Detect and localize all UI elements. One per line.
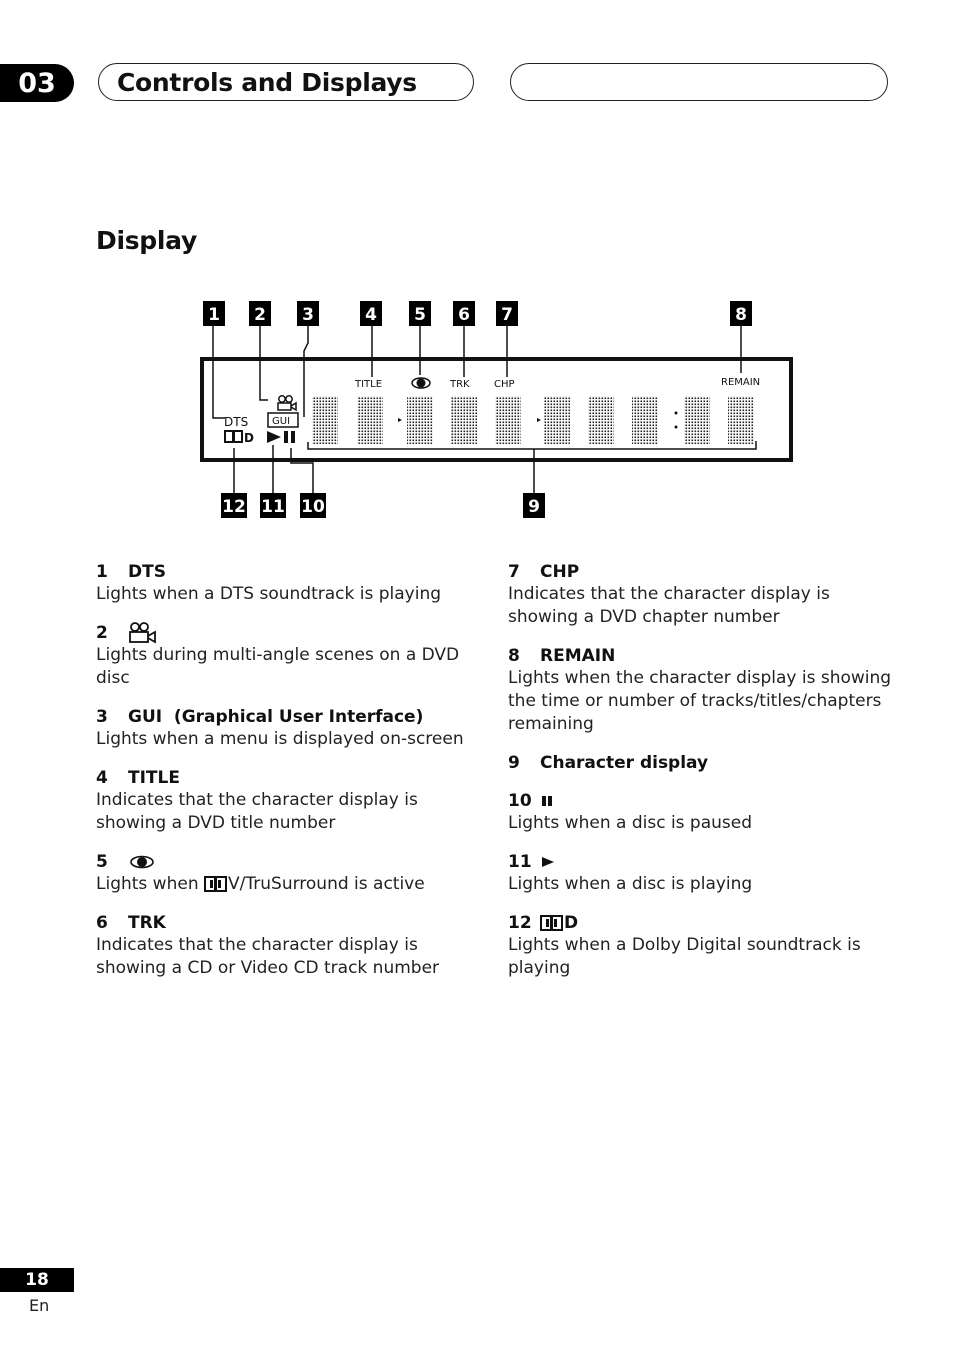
legend-left-column bbox=[96, 561, 466, 996]
item-description bbox=[96, 873, 466, 896]
item-label: TITLE bbox=[128, 768, 180, 788]
callout-1-label: 1 bbox=[208, 305, 220, 325]
play-icon bbox=[540, 855, 556, 869]
chapter-title bbox=[98, 63, 474, 101]
legend-item-3 bbox=[96, 706, 466, 751]
camera-angle-icon bbox=[128, 622, 158, 644]
callout-2 bbox=[249, 301, 271, 326]
legend-item-11 bbox=[508, 851, 898, 896]
callout-2-label: 2 bbox=[254, 305, 266, 325]
legend-item-5 bbox=[96, 851, 466, 896]
item-number: 3 bbox=[96, 707, 108, 727]
dolby-digital-icon bbox=[540, 915, 564, 931]
callout-10 bbox=[300, 493, 326, 518]
item-description-pre: Lights when bbox=[96, 874, 205, 894]
front-panel-display-diagram bbox=[190, 295, 800, 525]
item-description-post: V/TruSurround is active bbox=[228, 874, 425, 894]
item-label: REMAIN bbox=[540, 646, 616, 666]
item-number: 1 bbox=[96, 562, 108, 582]
chp-indicator: CHP bbox=[494, 379, 515, 390]
section-title: Display bbox=[96, 226, 197, 255]
callout-9 bbox=[523, 493, 545, 518]
pause-icon bbox=[540, 794, 554, 808]
legend-item-10 bbox=[508, 790, 898, 835]
item-description: Lights when a disc is playing bbox=[508, 874, 753, 894]
callout-12 bbox=[221, 493, 247, 518]
item-number: 5 bbox=[96, 852, 108, 872]
callout-5 bbox=[409, 301, 431, 326]
trk-indicator: TRK bbox=[450, 379, 470, 390]
item-label: DTS bbox=[128, 562, 166, 582]
item-number: 7 bbox=[508, 562, 520, 582]
item-number: 8 bbox=[508, 646, 520, 666]
callout-7 bbox=[496, 301, 518, 326]
item-description: Lights when the character display is showing the time or number of tracks/titles/chapters remaining bbox=[508, 668, 892, 734]
item-number: 6 bbox=[96, 913, 108, 933]
callout-3-label: 3 bbox=[302, 305, 314, 325]
item-label: Character display bbox=[540, 753, 709, 773]
chapter-number-badge: 03 bbox=[0, 64, 74, 102]
item-description: Lights when a DTS soundtrack is playing bbox=[96, 584, 442, 604]
item-description: Indicates that the character display is showing a DVD chapter number bbox=[508, 584, 830, 627]
callout-11 bbox=[260, 493, 286, 518]
remain-indicator: REMAIN bbox=[721, 377, 761, 388]
callout-1 bbox=[203, 301, 225, 326]
item-number: 11 bbox=[508, 852, 532, 872]
item-number: 4 bbox=[96, 768, 108, 788]
item-number: 9 bbox=[508, 753, 520, 773]
item-description: Lights when a disc is paused bbox=[508, 813, 753, 833]
page-language: En bbox=[29, 1296, 50, 1315]
callout-4-label: 4 bbox=[365, 305, 377, 325]
callout-3 bbox=[297, 301, 319, 326]
item-label: TRK bbox=[128, 913, 166, 933]
legend-item-1 bbox=[96, 561, 466, 606]
callout-4 bbox=[360, 301, 382, 326]
bottom-leader-lines bbox=[234, 441, 756, 493]
title-indicator: TITLE bbox=[355, 379, 383, 390]
callout-8-label: 8 bbox=[735, 305, 747, 325]
item-label: D bbox=[564, 913, 579, 933]
legend-item-9 bbox=[508, 752, 898, 774]
item-number: 2 bbox=[96, 623, 108, 643]
item-description: Indicates that the character display is showing a DVD title number bbox=[96, 790, 418, 833]
legend-item-6 bbox=[96, 912, 466, 980]
chapter-subtitle-box bbox=[510, 63, 888, 101]
legend-item-12 bbox=[508, 912, 898, 980]
dolby-double-d-icon bbox=[204, 876, 228, 892]
item-description: Lights during multi-angle scenes on a DVD disc bbox=[96, 645, 460, 688]
dts-indicator: DTS bbox=[224, 415, 249, 429]
svg-text:D: D bbox=[244, 431, 254, 445]
callout-6 bbox=[453, 301, 475, 326]
legend-right-column bbox=[508, 561, 898, 996]
callout-8 bbox=[730, 301, 752, 326]
callout-7-label: 7 bbox=[501, 305, 513, 325]
trusurround-icon bbox=[128, 854, 156, 870]
item-description: Lights when a Dolby Digital soundtrack is playing bbox=[508, 935, 861, 978]
callout-9-label: 9 bbox=[528, 497, 540, 517]
item-label: CHP bbox=[540, 562, 580, 582]
item-description: Indicates that the character display is showing a CD or Video CD track number bbox=[96, 935, 440, 978]
callout-6-label: 6 bbox=[458, 305, 470, 325]
item-label: GUI (Graphical User Interface) bbox=[128, 707, 424, 727]
chapter-title-text: Controls and Displays bbox=[117, 67, 417, 97]
legend-item-8 bbox=[508, 645, 898, 736]
item-description: Lights when a menu is displayed on-screen bbox=[96, 729, 464, 749]
page-number: 18 bbox=[0, 1268, 74, 1292]
legend-item-4 bbox=[96, 767, 466, 835]
callout-10-label: 10 bbox=[301, 497, 325, 517]
legend-item-7 bbox=[508, 561, 898, 629]
callout-11-label: 11 bbox=[261, 497, 285, 517]
item-number: 10 bbox=[508, 791, 532, 811]
gui-indicator-label: GUI bbox=[272, 416, 291, 427]
legend-item-2 bbox=[96, 622, 466, 690]
callout-5-label: 5 bbox=[414, 305, 426, 325]
callout-12-label: 12 bbox=[222, 497, 246, 517]
item-number: 12 bbox=[508, 913, 532, 933]
